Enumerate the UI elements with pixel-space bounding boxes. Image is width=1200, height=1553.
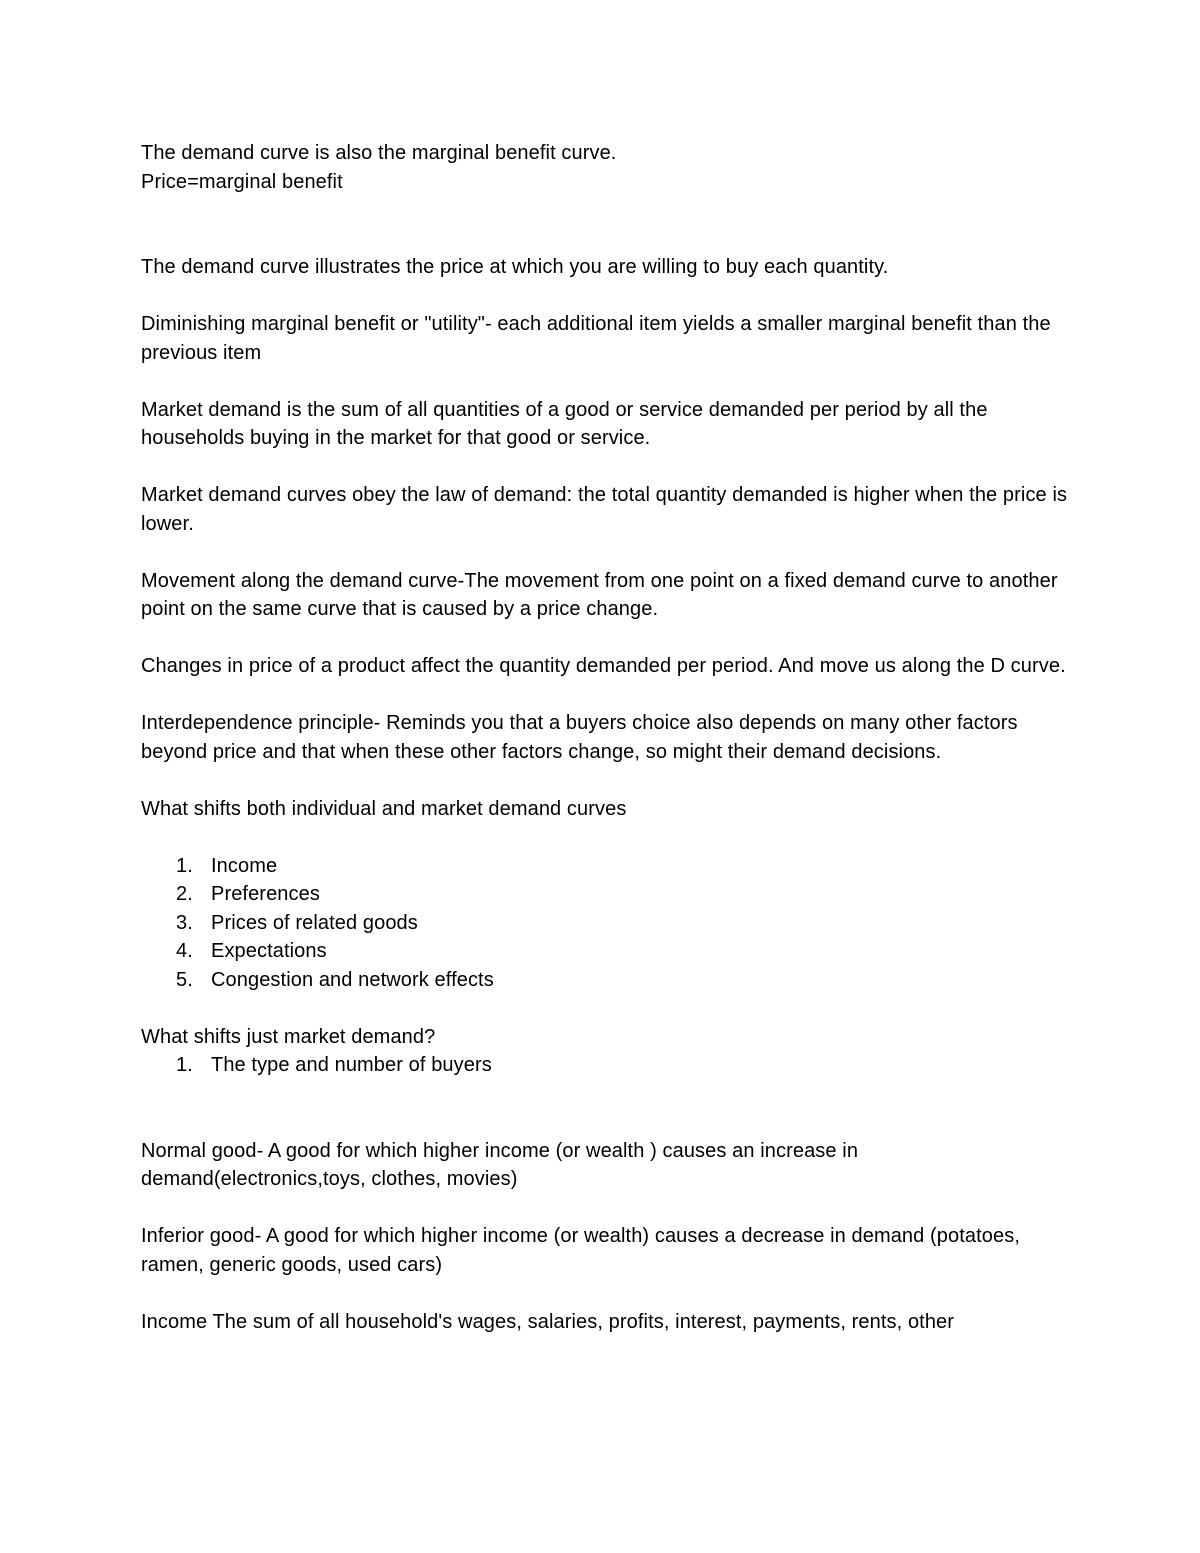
list-item: 1. Income <box>176 854 278 877</box>
spacer <box>141 1194 1071 1223</box>
spacer <box>141 624 1071 653</box>
paragraph-income-definition: Income The sum of all household's wages, salaries, profits, interest, payments, rents, other <box>141 1310 955 1333</box>
heading-shifts-market: What shifts just market demand? <box>141 1025 436 1048</box>
spacer <box>141 1279 1071 1308</box>
list-shifts-both <box>141 852 1071 995</box>
document-body <box>141 139 1071 1336</box>
paragraph-price-equals-mb: Price=marginal benefit <box>141 170 343 193</box>
paragraph-price-changes: Changes in price of a product affect the quantity demanded per period. And move us along the D curve. <box>141 655 1066 677</box>
paragraph-illustrates: The demand curve illustrates the price at which you are willing to buy each quantity. <box>141 256 889 278</box>
paragraph-normal-good: Normal good- A good for which higher income (or wealth ) causes an increase in demand(electronics,toys, clothes, movies) <box>141 1139 859 1190</box>
paragraph-diminishing-mb: Diminishing marginal benefit or "utility"- each additional item yields a smaller marginal benefit than the previous item <box>141 313 1051 364</box>
list-item: 1. The type and number of buyers <box>176 1054 492 1076</box>
spacer <box>141 1080 1071 1137</box>
list-shifts-market <box>141 1051 1071 1080</box>
list-item: 2. Preferences <box>176 883 320 905</box>
list-item: 3. Prices of related goods <box>176 911 418 934</box>
spacer <box>141 367 1071 396</box>
spacer <box>141 196 1071 253</box>
paragraph-inferior-good: Inferior good- A good for which higher income (or wealth) causes a decrease in demand (potatoes, ramen, generic goods, used cars) <box>141 1225 1020 1276</box>
paragraph-interdependence: Interdependence principle- Reminds you that a buyers choice also depends on many other factors beyond price and that when these other factors change, so might their demand decisions. <box>141 712 1018 763</box>
spacer <box>141 823 1071 852</box>
spacer <box>141 538 1071 567</box>
paragraph-law-of-demand: Market demand curves obey the law of demand: the total quantity demanded is higher when the price is lower. <box>141 484 1068 535</box>
spacer <box>141 282 1071 311</box>
spacer <box>141 453 1071 482</box>
list-item: 4. Expectations <box>176 940 327 962</box>
paragraph-market-demand: Market demand is the sum of all quantities of a good or service demanded per period by all the households buying in the market for that good or service. <box>141 398 988 449</box>
spacer <box>141 681 1071 710</box>
paragraph-demand-is-mb: The demand curve is also the marginal benefit curve. <box>141 142 617 164</box>
spacer <box>141 994 1071 1023</box>
paragraph-movement-along-curve: Movement along the demand curve-The movement from one point on a fixed demand curve to another point on the same curve that is caused by a price change. <box>141 569 1058 620</box>
spacer <box>141 766 1071 795</box>
heading-shifts-both: What shifts both individual and market demand curves <box>141 797 627 820</box>
list-item: 5. Congestion and network effects <box>176 968 494 991</box>
